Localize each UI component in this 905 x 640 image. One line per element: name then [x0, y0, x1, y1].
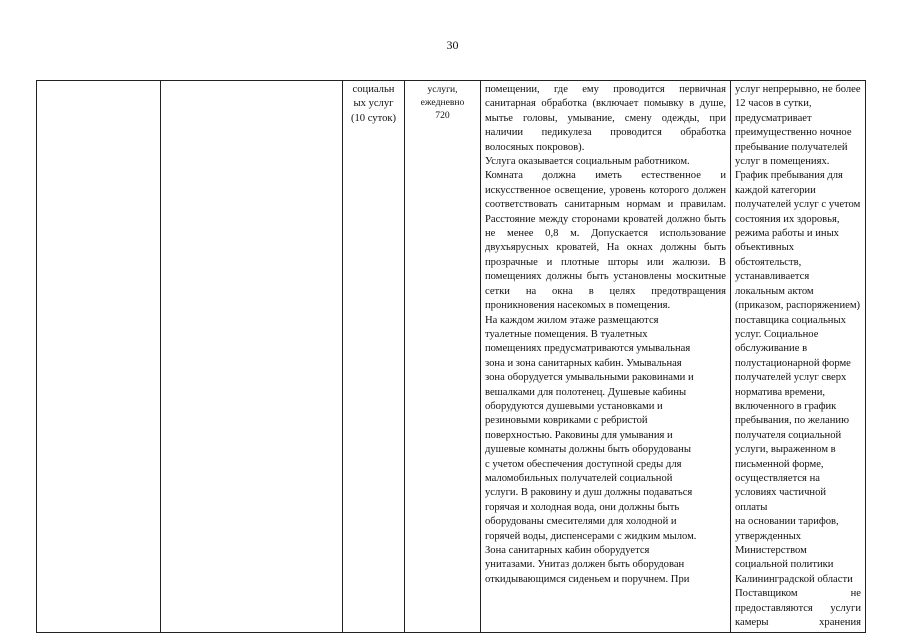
table-cell-service-volume — [405, 81, 481, 633]
conditions-tail-line-1: Поставщиком не — [735, 588, 861, 600]
description-paragraph-3: Комната должна иметь естественное и искусственное освещение, уровень которого должен соответствовать санитарным нормам и правилам. Расстояние между сторонами кроватей должно быть не менее 0,8 м. Допускается использование двухъярусных кроватей, На окнах должны быть прозрачные и плотные шторы или жалюзи. В помещениях должны быть установлены москитные сетки на окна в целях предотвращения проникновения насекомых в помещения. — [485, 170, 726, 312]
table-cell-service-period — [343, 81, 405, 633]
service-period-text: социальн ых услуг (10 суток) — [350, 84, 397, 124]
table-row — [37, 81, 866, 633]
description-paragraph-2: Услуга оказывается социальным работником. — [485, 156, 690, 168]
description-paragraph-1: помещении, где ему проводится первичная санитарная обработка (включает помывку в душе, мытье головы, умывание, смену одежды, при наличии педикулеза проводится обработка волосяных покровов). — [485, 84, 726, 153]
conditions-text: услуг непрерывно, не более 12 часов в сутки, предусматривает преимущественно ночное пребывание получателей услуг в помещениях. График пребывания для каждой категории получателей услуг с учетом состояния их здоровья, режима работы и иных объективных обстоятельств, устанавливается локальным актом (приказом, распоряжением) поставщика социальных услуг. Социальное обслуживание в полустационарной форме получателей услуг сверх норматива времени, включенного в график пребывания, по желанию получателя социальной услуги, выраженном в письменной форме, осуществляется на условиях частичной оплаты на основании тарифов, утвержденных Министерством социальной политики Калининградской области — [735, 84, 861, 585]
table-cell-service-conditions — [731, 81, 866, 633]
description-paragraph-4: На каждом жилом этаже размещаются туалетные помещения. В туалетных помещениях предусматриваются умывальная зона и зона санитарных кабин. Умывальная зона оборудуется умывальными раковинами и вешалками для полотенец. Душевые кабины оборудуются душевыми установками и резиновыми ковриками с ребристой поверхностью. Раковины для умывания и душевые комнаты должны быть оборудованы с учетом обеспечения доступной среды для маломобильных получателей социальной услуги. В раковину и душ должны подаваться горячая и холодная вода, они должны быть оборудованы смесителями для холодной и горячей воды, диспенсерами с жидким мылом. Зона санитарных кабин оборудуется унитазами. Унитаз должен быть оборудован откидывающимся сиденьем и поручнем. При — [485, 314, 697, 585]
conditions-tail-line-3: камеры хранения — [735, 617, 861, 629]
service-volume-text: услуги, ежедневно 720 — [420, 84, 465, 121]
table-cell-service-description — [481, 81, 731, 633]
page-number: 30 — [446, 38, 459, 52]
table-cell-empty-1 — [37, 81, 161, 633]
conditions-tail-line-2: предоставляются услуги — [735, 602, 861, 614]
table-cell-empty-2 — [161, 81, 343, 633]
services-table — [36, 80, 866, 633]
